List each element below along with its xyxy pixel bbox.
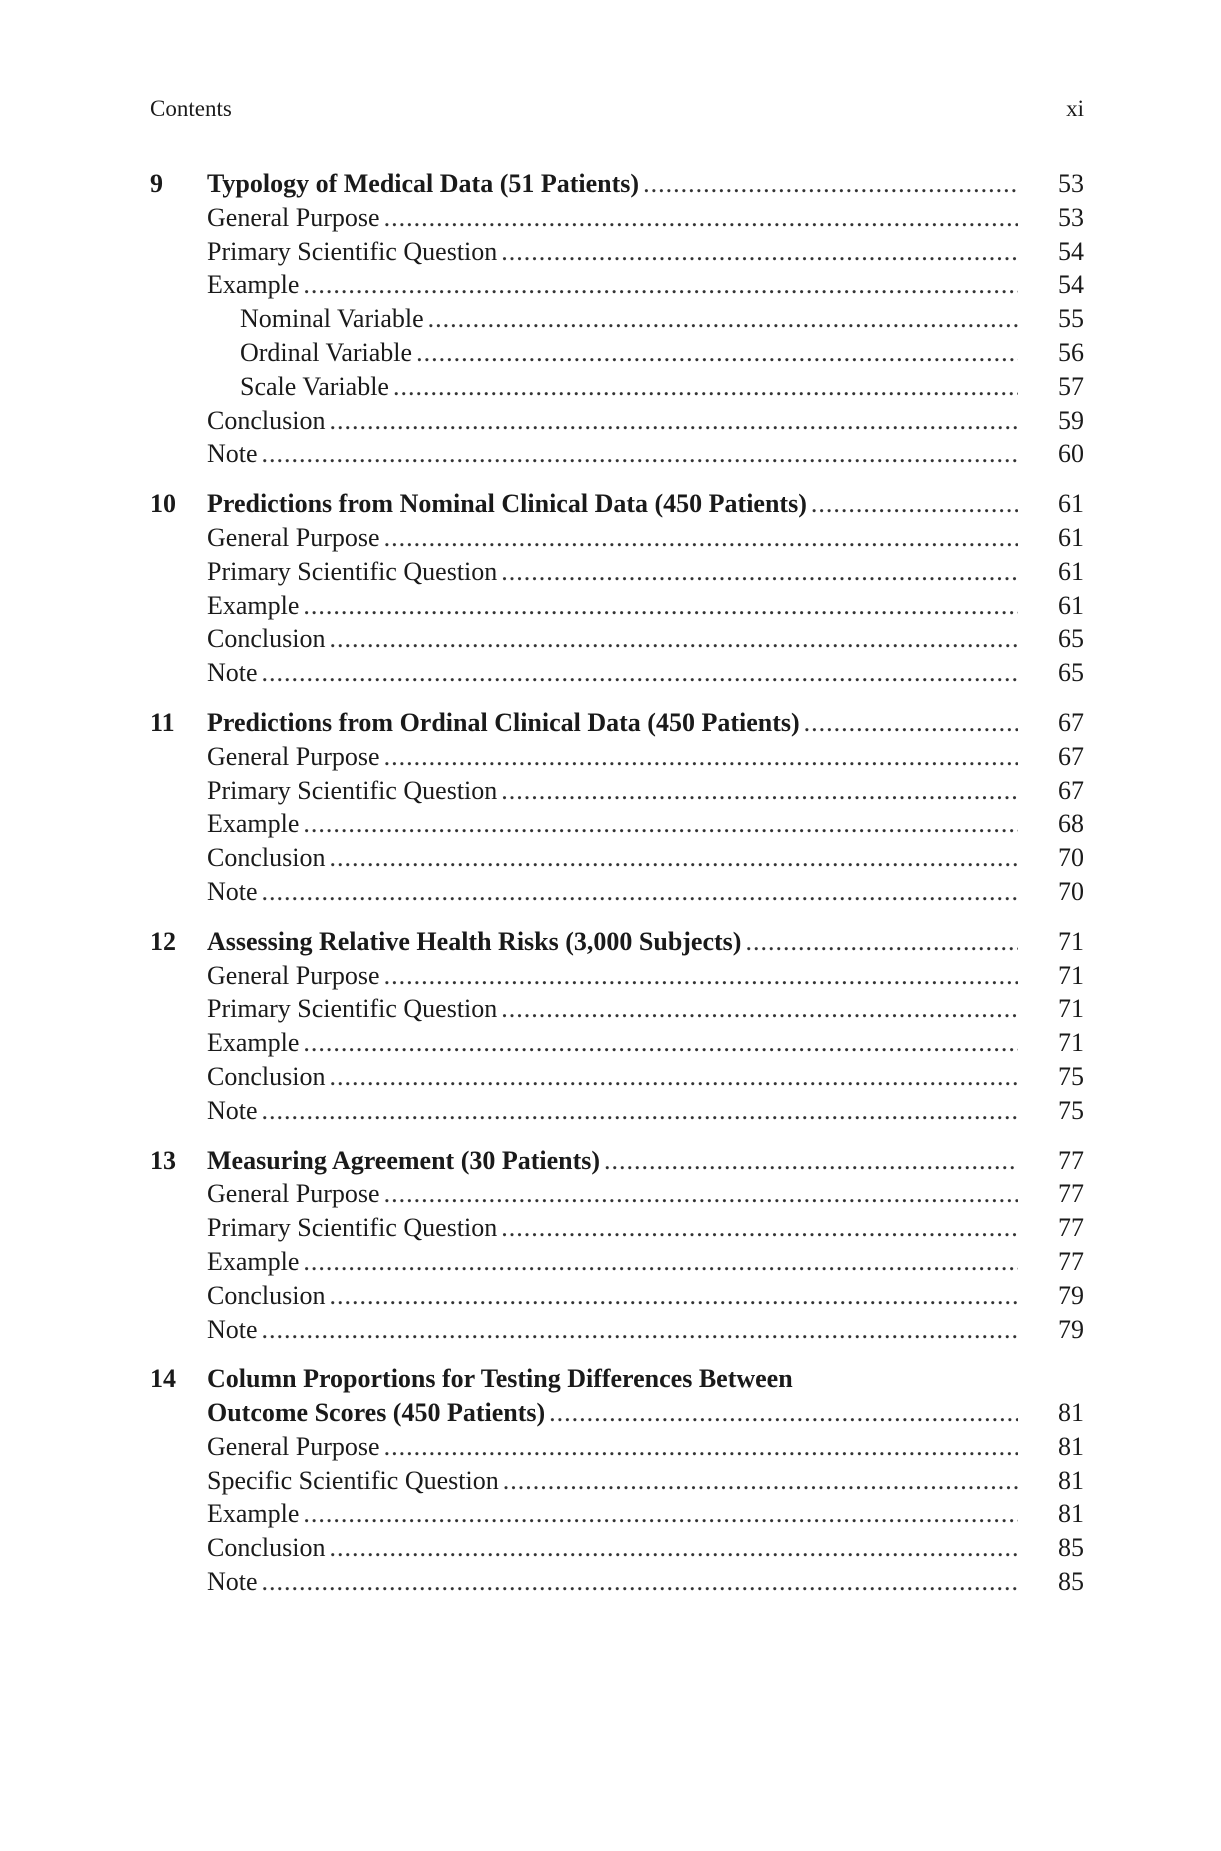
section-title: Conclusion xyxy=(207,622,329,656)
toc-entry-row[interactable] xyxy=(150,1531,1084,1565)
chapter-number: 12 xyxy=(150,926,176,956)
section-title: Example xyxy=(207,1497,303,1531)
toc-entry-leader xyxy=(207,1565,1018,1599)
dot-leader xyxy=(303,589,1018,623)
toc-entry-leader xyxy=(207,1531,1018,1565)
toc-entry-row[interactable] xyxy=(150,1177,1084,1211)
toc-entry-leader xyxy=(207,1396,1018,1430)
toc-entry-row[interactable] xyxy=(150,1497,1084,1531)
toc-entry-leader xyxy=(207,1279,1018,1313)
dot-leader xyxy=(393,370,1018,404)
dot-leader xyxy=(262,1565,1018,1599)
toc-page-number: 68 xyxy=(1058,809,1084,839)
section-title: Note xyxy=(207,1565,262,1599)
page-number: xi xyxy=(1066,96,1084,121)
dot-leader xyxy=(416,336,1018,370)
toc-entry-row[interactable] xyxy=(150,774,1084,808)
toc-entry-leader xyxy=(207,622,1018,656)
section-title: Example xyxy=(207,807,303,841)
toc-entry-row[interactable] xyxy=(150,959,1084,993)
section-title: Specific Scientific Question xyxy=(207,1464,503,1498)
toc-entry-leader xyxy=(207,959,1018,993)
toc-chapter xyxy=(150,1362,1084,1599)
toc-page-number: 56 xyxy=(1058,337,1084,367)
chapter-title: Measuring Agreement (30 Patients) xyxy=(207,1144,604,1178)
toc-entry-row[interactable] xyxy=(150,807,1084,841)
section-title: General Purpose xyxy=(207,740,384,774)
toc-entry-leader xyxy=(207,706,1018,740)
toc-page-number: 65 xyxy=(1058,624,1084,654)
toc-entry-row[interactable] xyxy=(150,1565,1084,1599)
section-title: Primary Scientific Question xyxy=(207,774,501,808)
toc-entry-leader xyxy=(207,1026,1018,1060)
toc-page-number: 71 xyxy=(1058,926,1084,956)
chapter-title: Predictions from Ordinal Clinical Data (450 Patients) xyxy=(207,706,804,740)
toc-entry-leader xyxy=(207,1177,1018,1211)
toc-page-number: 81 xyxy=(1058,1465,1084,1495)
toc-entry-row[interactable] xyxy=(150,1313,1084,1347)
dot-leader xyxy=(303,1245,1018,1279)
toc-entry-row[interactable] xyxy=(150,302,1084,336)
toc-entry-row[interactable] xyxy=(150,370,1084,404)
chapter-title: Column Proportions for Testing Differences Between xyxy=(207,1362,797,1396)
toc-chapter-title-row[interactable] xyxy=(150,1362,1084,1396)
section-title: Primary Scientific Question xyxy=(207,992,501,1026)
toc-page-number: 54 xyxy=(1058,236,1084,266)
toc-page-number: 81 xyxy=(1058,1431,1084,1461)
dot-leader xyxy=(262,1094,1018,1128)
section-title: General Purpose xyxy=(207,1430,384,1464)
dot-leader xyxy=(384,521,1018,555)
chapter-title: Predictions from Nominal Clinical Data (450 Patients) xyxy=(207,487,811,521)
dot-leader xyxy=(384,201,1018,235)
toc-page-number: 54 xyxy=(1058,270,1084,300)
toc-page-number: 53 xyxy=(1058,202,1084,232)
section-title: General Purpose xyxy=(207,1177,384,1211)
toc-entry-row[interactable] xyxy=(150,1279,1084,1313)
toc-entry-leader xyxy=(207,1144,1018,1178)
toc-entry-leader xyxy=(240,302,1018,336)
section-title: Conclusion xyxy=(207,1060,329,1094)
running-head-title: Contents xyxy=(150,96,232,121)
section-title: General Purpose xyxy=(207,201,384,235)
toc-page-number: 71 xyxy=(1058,994,1084,1024)
toc-page-number: 77 xyxy=(1058,1246,1084,1276)
section-title: Conclusion xyxy=(207,404,329,438)
chapter-number: 13 xyxy=(150,1145,176,1175)
dot-leader xyxy=(501,1211,1018,1245)
toc-entry-leader xyxy=(207,437,1018,471)
toc-entry-leader xyxy=(207,807,1018,841)
toc-entry-row[interactable] xyxy=(150,1430,1084,1464)
toc-page-number: 79 xyxy=(1058,1314,1084,1344)
toc-entry-leader xyxy=(240,336,1018,370)
chapter-title: Typology of Medical Data (51 Patients) xyxy=(207,167,643,201)
running-head xyxy=(150,96,1084,126)
toc-chapter-title-row[interactable] xyxy=(150,925,1084,959)
section-title: Example xyxy=(207,589,303,623)
section-title: Primary Scientific Question xyxy=(207,555,501,589)
toc-entry-leader xyxy=(207,1094,1018,1128)
dot-leader xyxy=(549,1396,1018,1430)
toc-entry-row[interactable] xyxy=(150,1464,1084,1498)
section-title: Example xyxy=(207,1245,303,1279)
toc-entry-row[interactable] xyxy=(150,1026,1084,1060)
chapter-number: 10 xyxy=(150,489,176,519)
toc-page-number: 67 xyxy=(1058,741,1084,771)
toc-page-number: 85 xyxy=(1058,1533,1084,1563)
toc-page-number: 67 xyxy=(1058,707,1084,737)
toc-entry-leader xyxy=(207,1497,1018,1531)
toc-page-number: 61 xyxy=(1058,489,1084,519)
toc-entry-row[interactable] xyxy=(150,841,1084,875)
toc-entry-leader xyxy=(207,1211,1018,1245)
toc-entry-row[interactable] xyxy=(150,1094,1084,1128)
toc-chapter-title-row[interactable] xyxy=(150,706,1084,740)
toc-page-number: 57 xyxy=(1058,371,1084,401)
dot-leader xyxy=(329,1531,1018,1565)
section-title: General Purpose xyxy=(207,959,384,993)
toc-chapter xyxy=(150,167,1084,471)
toc-entry-leader xyxy=(207,1245,1018,1279)
toc-entry-leader xyxy=(207,1313,1018,1347)
dot-leader xyxy=(303,1497,1018,1531)
toc-chapter-title-row[interactable] xyxy=(150,167,1084,201)
toc-chapter xyxy=(150,706,1084,909)
toc-page-number: 59 xyxy=(1058,405,1084,435)
section-title: Example xyxy=(207,268,303,302)
toc-entry-row[interactable] xyxy=(150,336,1084,370)
toc-entry-row[interactable] xyxy=(150,875,1084,909)
toc-entry-row[interactable] xyxy=(150,235,1084,269)
toc-entry-row[interactable] xyxy=(150,1245,1084,1279)
toc-chapter xyxy=(150,487,1084,690)
toc-page-number: 61 xyxy=(1058,522,1084,552)
toc-entry-leader xyxy=(207,925,1018,959)
section-title: Primary Scientific Question xyxy=(207,235,501,269)
toc-page-number: 70 xyxy=(1058,876,1084,906)
dot-leader xyxy=(262,1313,1018,1347)
dot-leader xyxy=(303,807,1018,841)
dot-leader xyxy=(501,992,1018,1026)
dot-leader xyxy=(303,268,1018,302)
chapter-title: Assessing Relative Health Risks (3,000 Subjects) xyxy=(207,925,745,959)
dot-leader xyxy=(303,1026,1018,1060)
section-title: Conclusion xyxy=(207,1531,329,1565)
toc-entry-row[interactable] xyxy=(150,437,1084,471)
section-title: Note xyxy=(207,656,262,690)
dot-leader xyxy=(384,1430,1018,1464)
dot-leader xyxy=(501,555,1018,589)
dot-leader xyxy=(811,487,1018,521)
dot-leader xyxy=(262,437,1018,471)
dot-leader xyxy=(384,740,1018,774)
toc-page-number: 71 xyxy=(1058,960,1084,990)
section-title: Note xyxy=(207,875,262,909)
section-title: Conclusion xyxy=(207,841,329,875)
toc-chapter-title-row[interactable] xyxy=(150,1396,1084,1430)
toc-entry-leader xyxy=(207,992,1018,1026)
toc-chapter xyxy=(150,1144,1084,1347)
section-title: Primary Scientific Question xyxy=(207,1211,501,1245)
toc-entry-row[interactable] xyxy=(150,268,1084,302)
toc-page-number: 67 xyxy=(1058,775,1084,805)
toc-page-number: 55 xyxy=(1058,304,1084,334)
toc-chapter xyxy=(150,925,1084,1128)
dot-leader xyxy=(501,235,1018,269)
toc-entry-row[interactable] xyxy=(150,201,1084,235)
toc-entry-leader xyxy=(207,841,1018,875)
toc-page-number: 60 xyxy=(1058,439,1084,469)
toc-entry-row[interactable] xyxy=(150,622,1084,656)
toc-entry-leader xyxy=(207,656,1018,690)
toc-page-number: 53 xyxy=(1058,169,1084,198)
toc-entry-leader xyxy=(207,1464,1018,1498)
section-title: Note xyxy=(207,1094,262,1128)
chapter-title: Outcome Scores (450 Patients) xyxy=(207,1396,549,1430)
toc-page-number: 85 xyxy=(1058,1567,1084,1597)
toc-entry-row[interactable] xyxy=(150,521,1084,555)
dot-leader xyxy=(262,875,1018,909)
chapter-number: 14 xyxy=(150,1364,176,1394)
toc-page-number: 65 xyxy=(1058,658,1084,688)
toc-entry-row[interactable] xyxy=(150,1060,1084,1094)
section-title: Ordinal Variable xyxy=(240,336,416,370)
toc-page-number: 71 xyxy=(1058,1028,1084,1058)
toc-entry-row[interactable] xyxy=(150,992,1084,1026)
toc-entry-leader xyxy=(207,875,1018,909)
toc-entry-leader xyxy=(207,589,1018,623)
toc-page-number: 75 xyxy=(1058,1095,1084,1125)
toc-page-number: 79 xyxy=(1058,1280,1084,1310)
dot-leader xyxy=(428,302,1018,336)
toc-entry-row[interactable] xyxy=(150,589,1084,623)
section-title: Note xyxy=(207,1313,262,1347)
toc-entry-leader xyxy=(207,1362,1018,1396)
chapter-number: 11 xyxy=(150,707,175,737)
section-title: Scale Variable xyxy=(240,370,393,404)
toc-entry-row[interactable] xyxy=(150,404,1084,438)
dot-leader xyxy=(384,1177,1018,1211)
toc-page-number: 70 xyxy=(1058,843,1084,873)
toc-entry-row[interactable] xyxy=(150,656,1084,690)
toc-page-number: 81 xyxy=(1058,1499,1084,1529)
section-title: General Purpose xyxy=(207,521,384,555)
toc-entry-leader xyxy=(207,1430,1018,1464)
section-title: Example xyxy=(207,1026,303,1060)
toc-entry-leader xyxy=(207,740,1018,774)
section-title: Nominal Variable xyxy=(240,302,428,336)
toc-entry-leader xyxy=(207,555,1018,589)
toc-page-number: 81 xyxy=(1058,1398,1084,1428)
toc-entry-leader xyxy=(207,404,1018,438)
dot-leader xyxy=(329,841,1018,875)
toc-entry-leader xyxy=(207,487,1018,521)
toc-page-number: 61 xyxy=(1058,590,1084,620)
toc-entry-leader xyxy=(207,201,1018,235)
section-title: Conclusion xyxy=(207,1279,329,1313)
toc-entry-leader xyxy=(207,235,1018,269)
toc-page-number: 77 xyxy=(1058,1145,1084,1175)
toc-entry-row[interactable] xyxy=(150,555,1084,589)
dot-leader xyxy=(329,404,1018,438)
toc-entry-leader xyxy=(240,370,1018,404)
dot-leader xyxy=(503,1464,1018,1498)
toc-page-number: 61 xyxy=(1058,556,1084,586)
toc-page-number: 77 xyxy=(1058,1213,1084,1243)
toc-entry-leader xyxy=(207,167,1018,201)
toc-entry-leader xyxy=(207,774,1018,808)
chapter-number: 9 xyxy=(150,169,163,198)
dot-leader xyxy=(643,167,1018,201)
toc-page-number: 75 xyxy=(1058,1061,1084,1091)
toc-entry-leader xyxy=(207,1060,1018,1094)
dot-leader xyxy=(329,622,1018,656)
dot-leader xyxy=(329,1279,1018,1313)
dot-leader xyxy=(262,656,1018,690)
dot-leader xyxy=(501,774,1018,808)
dot-leader xyxy=(804,706,1018,740)
dot-leader xyxy=(745,925,1018,959)
toc-chapter-title-row[interactable] xyxy=(150,1144,1084,1178)
toc-entry-row[interactable] xyxy=(150,740,1084,774)
toc-entry-row[interactable] xyxy=(150,1211,1084,1245)
dot-leader xyxy=(384,959,1018,993)
dot-leader xyxy=(604,1144,1018,1178)
section-title: Note xyxy=(207,437,262,471)
toc-entry-leader xyxy=(207,521,1018,555)
table-of-contents xyxy=(150,167,1084,1615)
dot-leader xyxy=(329,1060,1018,1094)
toc-entry-leader xyxy=(207,268,1018,302)
toc-chapter-title-row[interactable] xyxy=(150,487,1084,521)
toc-page-number: 77 xyxy=(1058,1179,1084,1209)
